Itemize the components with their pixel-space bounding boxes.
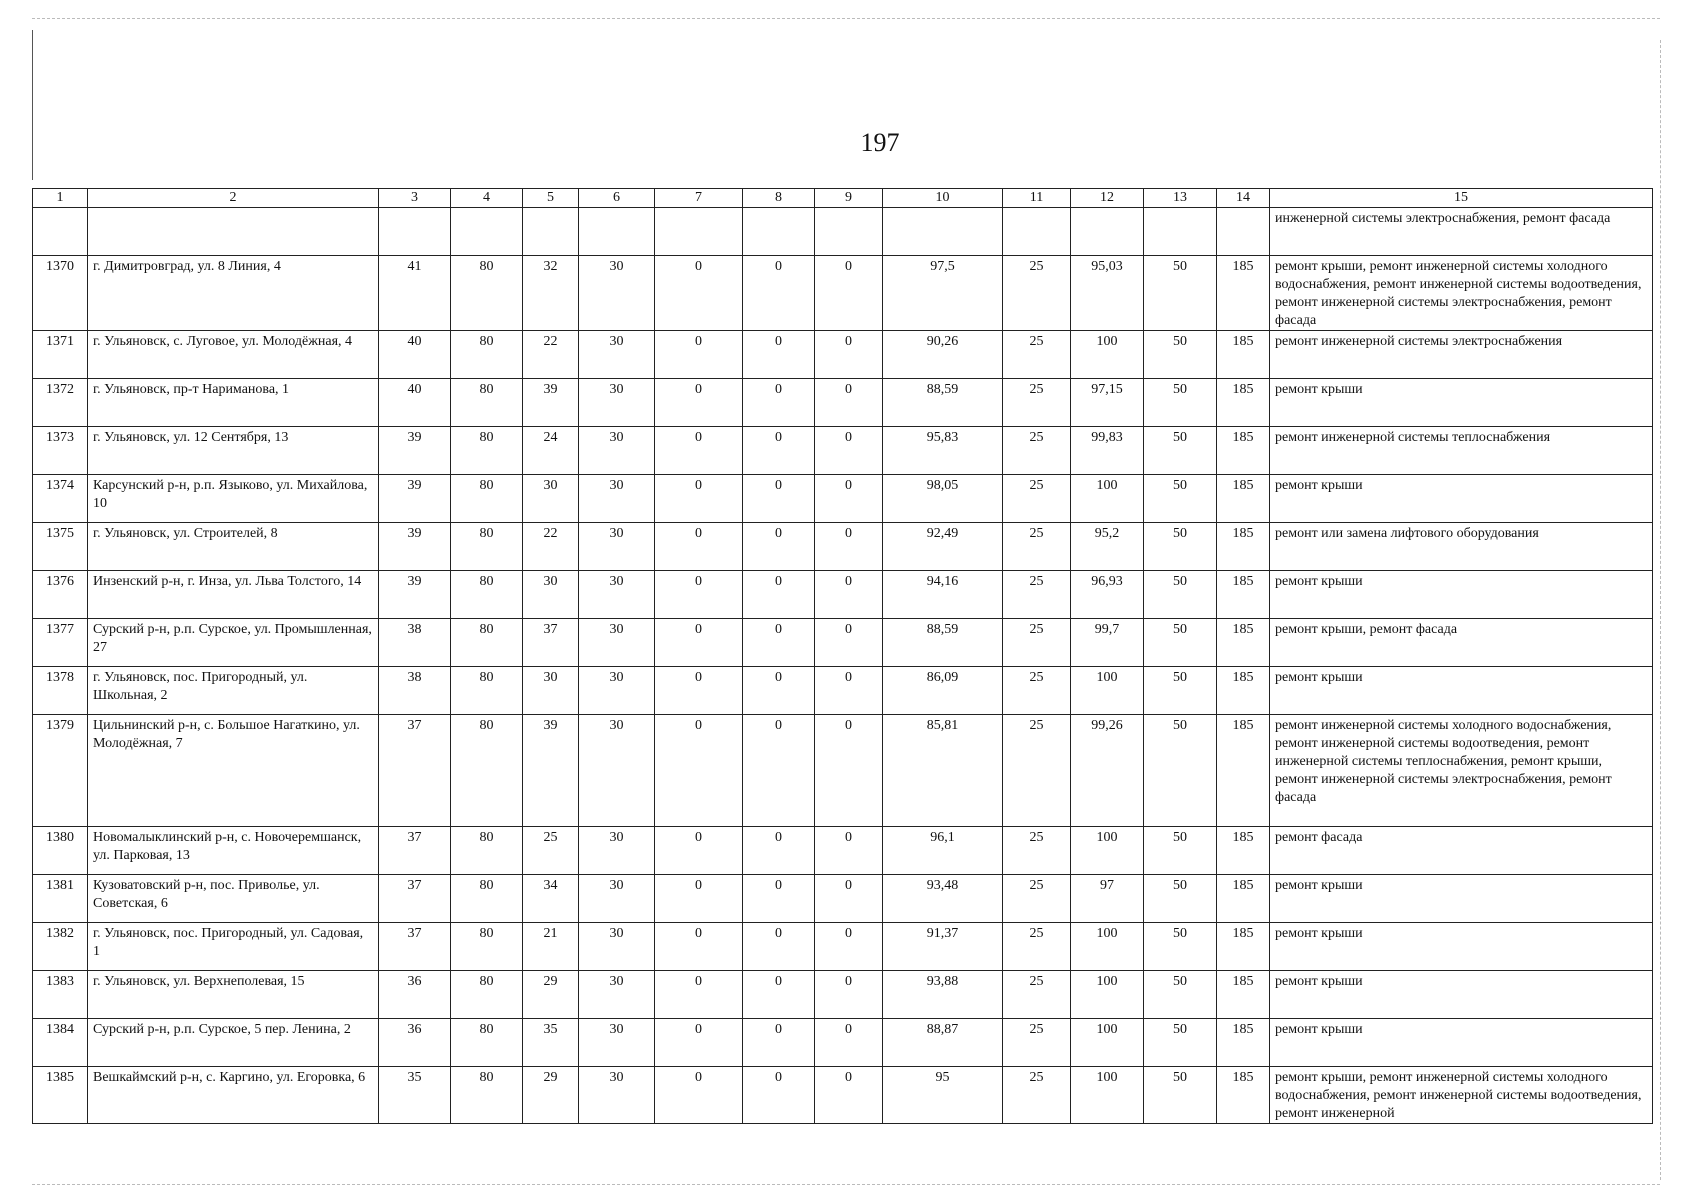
value-cell: 185 [1217,1019,1270,1067]
value-cell: 88,59 [883,619,1003,667]
value-cell: 0 [815,475,883,523]
value-cell: 185 [1217,475,1270,523]
value-cell: 0 [743,523,815,571]
value-cell: 50 [1144,715,1217,827]
address-cell: Сурский р-н, р.п. Сурское, ул. Промышленная, 27 [88,619,379,667]
column-header: 1 [33,189,88,208]
value-cell: 99,7 [1071,619,1144,667]
value-cell: 30 [579,256,655,331]
table-row [33,427,1653,475]
value-cell: 0 [815,427,883,475]
value-cell: 90,26 [883,331,1003,379]
value-cell: 95 [883,1067,1003,1124]
value-cell: 0 [815,875,883,923]
row-number-cell: 1374 [33,475,88,523]
column-header: 11 [1003,189,1071,208]
value-cell: 185 [1217,923,1270,971]
value-cell: 25 [1003,1019,1071,1067]
value-cell: 50 [1144,1067,1217,1124]
value-cell: 185 [1217,827,1270,875]
value-cell: 30 [579,875,655,923]
value-cell: 50 [1144,619,1217,667]
work-description: ремонт крыши [1270,971,1653,1019]
value-cell: 30 [579,523,655,571]
value-cell: 25 [1003,875,1071,923]
page-number: 197 [860,128,900,157]
value-cell: 95,2 [1071,523,1144,571]
value-cell: 0 [815,256,883,331]
value-cell: 95,03 [1071,256,1144,331]
row-number-cell: 1376 [33,571,88,619]
value-cell: 185 [1217,1067,1270,1124]
value-cell: 185 [1217,715,1270,827]
address-cell: г. Ульяновск, пос. Пригородный, ул. Школьная, 2 [88,667,379,715]
value-cell: 0 [815,1067,883,1124]
row-number-cell: 1372 [33,379,88,427]
value-cell: 0 [743,619,815,667]
work-description: ремонт инженерной системы электроснабжения [1270,331,1653,379]
page-edge-bottom [32,1184,1660,1185]
value-cell: 25 [1003,427,1071,475]
value-cell: 97,15 [1071,379,1144,427]
value-cell: 50 [1144,827,1217,875]
value-cell: 30 [579,923,655,971]
column-header: 8 [743,189,815,208]
table-row [33,1067,1653,1124]
value-cell: 0 [743,571,815,619]
value-cell: 0 [655,1019,743,1067]
value-cell: 30 [523,667,579,715]
value-cell: 0 [815,827,883,875]
value-cell: 0 [743,971,815,1019]
column-header: 6 [579,189,655,208]
value-cell: 30 [579,379,655,427]
value-cell: 0 [743,827,815,875]
address-cell: г. Димитровград, ул. 8 Линия, 4 [88,256,379,331]
table-row [33,667,1653,715]
value-cell: 0 [815,379,883,427]
value-cell: 50 [1144,256,1217,331]
value-cell: 85,81 [883,715,1003,827]
value-cell: 50 [1144,475,1217,523]
value-cell: 80 [451,619,523,667]
value-cell: 25 [1003,256,1071,331]
table-row [33,571,1653,619]
work-description: ремонт крыши [1270,571,1653,619]
value-cell: 0 [655,256,743,331]
value-cell: 185 [1217,971,1270,1019]
value-cell: 80 [451,331,523,379]
value-cell: 88,87 [883,1019,1003,1067]
value-cell: 80 [451,1067,523,1124]
value-cell: 95,83 [883,427,1003,475]
value-cell: 100 [1071,1019,1144,1067]
value-cell: 39 [379,475,451,523]
table-row [33,875,1653,923]
value-cell: 50 [1144,667,1217,715]
value-cell: 80 [451,256,523,331]
value-cell: 80 [451,667,523,715]
value-cell: 97,5 [883,256,1003,331]
value-cell: 0 [815,523,883,571]
value-cell: 185 [1217,427,1270,475]
row-number-cell: 1375 [33,523,88,571]
value-cell: 0 [815,571,883,619]
value-cell: 0 [655,619,743,667]
column-header: 5 [523,189,579,208]
table-row [33,1019,1653,1067]
value-cell: 0 [655,827,743,875]
work-description: ремонт крыши, ремонт инженерной системы холодного водоснабжения, ремонт инженерной системы водоотведения, ремонт инженерной системы электроснабжения, ремонт фасада [1270,256,1653,331]
value-cell: 39 [379,427,451,475]
value-cell: 0 [743,331,815,379]
work-description: ремонт крыши [1270,923,1653,971]
address-cell: г. Ульяновск, пос. Пригородный, ул. Садовая, 1 [88,923,379,971]
row-number-cell: 1378 [33,667,88,715]
value-cell: 30 [579,427,655,475]
value-cell: 40 [379,331,451,379]
row-number-cell: 1373 [33,427,88,475]
value-cell: 25 [1003,923,1071,971]
page-edge-top [32,18,1660,19]
address-cell: г. Ульяновск, ул. 12 Сентября, 13 [88,427,379,475]
value-cell: 25 [1003,523,1071,571]
value-cell: 25 [1003,475,1071,523]
address-cell: г. Ульяновск, ул. Верхнеполевая, 15 [88,971,379,1019]
value-cell: 50 [1144,379,1217,427]
value-cell: 100 [1071,475,1144,523]
value-cell: 30 [523,571,579,619]
value-cell: 99,83 [1071,427,1144,475]
data-table [32,188,1653,1124]
value-cell: 0 [743,667,815,715]
column-header: 4 [451,189,523,208]
address-cell: г. Ульяновск, пр-т Нариманова, 1 [88,379,379,427]
value-cell: 92,49 [883,523,1003,571]
value-cell: 185 [1217,667,1270,715]
value-cell: 0 [743,475,815,523]
table-row [33,331,1653,379]
column-header: 2 [88,189,379,208]
address-cell: Цильнинский р-н, с. Большое Нагаткино, ул. Молодёжная, 7 [88,715,379,827]
row-number-cell: 1381 [33,875,88,923]
table-row [33,523,1653,571]
value-cell: 30 [579,1067,655,1124]
value-cell: 30 [579,1019,655,1067]
value-cell: 100 [1071,971,1144,1019]
value-cell: 38 [379,667,451,715]
value-cell: 0 [743,427,815,475]
column-header: 7 [655,189,743,208]
row-number-cell: 1370 [33,256,88,331]
table-row [33,379,1653,427]
value-cell: 0 [655,571,743,619]
value-cell: 80 [451,523,523,571]
value-cell: 34 [523,875,579,923]
table-body [33,189,1653,1124]
value-cell: 25 [1003,1067,1071,1124]
value-cell: 0 [815,715,883,827]
value-cell: 91,37 [883,923,1003,971]
value-cell: 88,59 [883,379,1003,427]
table-row [33,475,1653,523]
address-cell: Вешкаймский р-н, с. Каргино, ул. Егоровка, 6 [88,1067,379,1124]
value-cell: 97 [1071,875,1144,923]
column-header: 14 [1217,189,1270,208]
value-cell: 185 [1217,571,1270,619]
value-cell: 0 [655,667,743,715]
value-cell: 96,93 [1071,571,1144,619]
row-number-cell: 1382 [33,923,88,971]
value-cell: 30 [579,827,655,875]
value-cell: 50 [1144,571,1217,619]
value-cell: 0 [743,1067,815,1124]
value-cell: 0 [815,619,883,667]
value-cell: 0 [655,427,743,475]
work-description: ремонт инженерной системы холодного водоснабжения, ремонт инженерной системы водоотведения, ремонт инженерной системы теплоснабжения, ремонт крыши, ремонт инженерной системы электроснабжения, ремонт фасада [1270,715,1653,827]
row-number-cell: 1384 [33,1019,88,1067]
value-cell: 37 [379,923,451,971]
table-header-row [33,189,1653,208]
work-description: ремонт или замена лифтового оборудования [1270,523,1653,571]
value-cell: 86,09 [883,667,1003,715]
value-cell: 50 [1144,971,1217,1019]
value-cell: 80 [451,475,523,523]
value-cell: 0 [655,971,743,1019]
address-cell: Сурский р-н, р.п. Сурское, 5 пер. Ленина, 2 [88,1019,379,1067]
address-cell: Кузоватовский р-н, пос. Приволье, ул. Советская, 6 [88,875,379,923]
value-cell: 30 [579,619,655,667]
value-cell: 39 [523,379,579,427]
table-row [33,827,1653,875]
value-cell: 37 [523,619,579,667]
value-cell: 35 [379,1067,451,1124]
value-cell: 25 [1003,827,1071,875]
value-cell: 0 [743,923,815,971]
value-cell: 0 [815,971,883,1019]
value-cell: 25 [1003,667,1071,715]
value-cell: 22 [523,523,579,571]
value-cell: 25 [1003,379,1071,427]
value-cell: 50 [1144,331,1217,379]
value-cell: 98,05 [883,475,1003,523]
row-number-cell: 1379 [33,715,88,827]
value-cell: 32 [523,256,579,331]
row-number-cell: 1380 [33,827,88,875]
value-cell: 30 [523,475,579,523]
work-description: ремонт крыши, ремонт инженерной системы холодного водоснабжения, ремонт инженерной системы водоотведения, ремонт инженерной [1270,1067,1653,1124]
work-description: ремонт инженерной системы теплоснабжения [1270,427,1653,475]
value-cell: 80 [451,571,523,619]
value-cell: 37 [379,875,451,923]
value-cell: 39 [379,571,451,619]
value-cell: 185 [1217,619,1270,667]
table-row [33,971,1653,1019]
value-cell: 0 [655,875,743,923]
value-cell: 80 [451,923,523,971]
value-cell: 185 [1217,256,1270,331]
value-cell: 185 [1217,875,1270,923]
row-number-cell: 1385 [33,1067,88,1124]
row-number-cell: 1383 [33,971,88,1019]
value-cell: 39 [379,523,451,571]
table-row-continuation [33,208,1653,256]
value-cell: 80 [451,427,523,475]
value-cell: 99,26 [1071,715,1144,827]
work-description: ремонт крыши [1270,379,1653,427]
value-cell: 0 [743,256,815,331]
value-cell: 35 [523,1019,579,1067]
column-header: 9 [815,189,883,208]
value-cell: 100 [1071,827,1144,875]
value-cell: 185 [1217,331,1270,379]
value-cell: 93,88 [883,971,1003,1019]
page-edge-right [1660,40,1661,1180]
address-cell: Инзенский р-н, г. Инза, ул. Льва Толстого, 14 [88,571,379,619]
value-cell: 0 [655,523,743,571]
row-number-cell: 1371 [33,331,88,379]
work-description: ремонт крыши, ремонт фасада [1270,619,1653,667]
work-description: инженерной системы электроснабжения, ремонт фасада [1270,208,1653,256]
value-cell: 37 [379,827,451,875]
column-header: 10 [883,189,1003,208]
value-cell: 94,16 [883,571,1003,619]
value-cell: 30 [579,715,655,827]
value-cell: 25 [1003,571,1071,619]
table-row [33,715,1653,827]
value-cell: 0 [815,667,883,715]
value-cell: 25 [1003,971,1071,1019]
value-cell: 50 [1144,875,1217,923]
column-header: 12 [1071,189,1144,208]
column-header: 15 [1270,189,1653,208]
value-cell: 38 [379,619,451,667]
table-row [33,923,1653,971]
value-cell: 0 [655,1067,743,1124]
value-cell: 96,1 [883,827,1003,875]
address-cell: г. Ульяновск, с. Луговое, ул. Молодёжная, 4 [88,331,379,379]
value-cell: 185 [1217,523,1270,571]
value-cell: 0 [743,379,815,427]
value-cell: 21 [523,923,579,971]
value-cell: 80 [451,379,523,427]
value-cell: 25 [523,827,579,875]
work-description: ремонт крыши [1270,667,1653,715]
value-cell: 30 [579,971,655,1019]
value-cell: 29 [523,1067,579,1124]
value-cell: 0 [743,1019,815,1067]
value-cell: 0 [655,923,743,971]
value-cell: 185 [1217,379,1270,427]
value-cell: 0 [655,475,743,523]
value-cell: 0 [743,875,815,923]
value-cell: 50 [1144,1019,1217,1067]
value-cell: 80 [451,1019,523,1067]
value-cell: 39 [523,715,579,827]
value-cell: 50 [1144,427,1217,475]
value-cell: 100 [1071,331,1144,379]
value-cell: 50 [1144,923,1217,971]
value-cell: 80 [451,875,523,923]
value-cell: 0 [655,715,743,827]
value-cell: 25 [1003,331,1071,379]
value-cell: 30 [579,571,655,619]
value-cell: 36 [379,1019,451,1067]
value-cell: 40 [379,379,451,427]
column-header: 3 [379,189,451,208]
value-cell: 93,48 [883,875,1003,923]
value-cell: 36 [379,971,451,1019]
value-cell: 30 [579,475,655,523]
value-cell: 29 [523,971,579,1019]
address-cell: г. Ульяновск, ул. Строителей, 8 [88,523,379,571]
value-cell: 100 [1071,923,1144,971]
address-cell: Новомалыклинский р-н, с. Новочеремшанск, ул. Парковая, 13 [88,827,379,875]
value-cell: 0 [655,331,743,379]
value-cell: 41 [379,256,451,331]
value-cell: 80 [451,971,523,1019]
value-cell: 0 [655,379,743,427]
work-description: ремонт крыши [1270,875,1653,923]
value-cell: 30 [579,331,655,379]
value-cell: 50 [1144,523,1217,571]
work-description: ремонт фасада [1270,827,1653,875]
value-cell: 100 [1071,667,1144,715]
work-description: ремонт крыши [1270,475,1653,523]
value-cell: 37 [379,715,451,827]
value-cell: 0 [815,1019,883,1067]
value-cell: 24 [523,427,579,475]
column-header: 13 [1144,189,1217,208]
work-description: ремонт крыши [1270,1019,1653,1067]
value-cell: 0 [815,331,883,379]
value-cell: 100 [1071,1067,1144,1124]
value-cell: 0 [743,715,815,827]
value-cell: 25 [1003,715,1071,827]
table-row [33,256,1653,331]
value-cell: 80 [451,827,523,875]
value-cell: 30 [579,667,655,715]
value-cell: 22 [523,331,579,379]
value-cell: 25 [1003,619,1071,667]
value-cell: 0 [815,923,883,971]
row-number-cell: 1377 [33,619,88,667]
value-cell: 80 [451,715,523,827]
table-row [33,619,1653,667]
address-cell: Карсунский р-н, р.п. Языково, ул. Михайлова, 10 [88,475,379,523]
